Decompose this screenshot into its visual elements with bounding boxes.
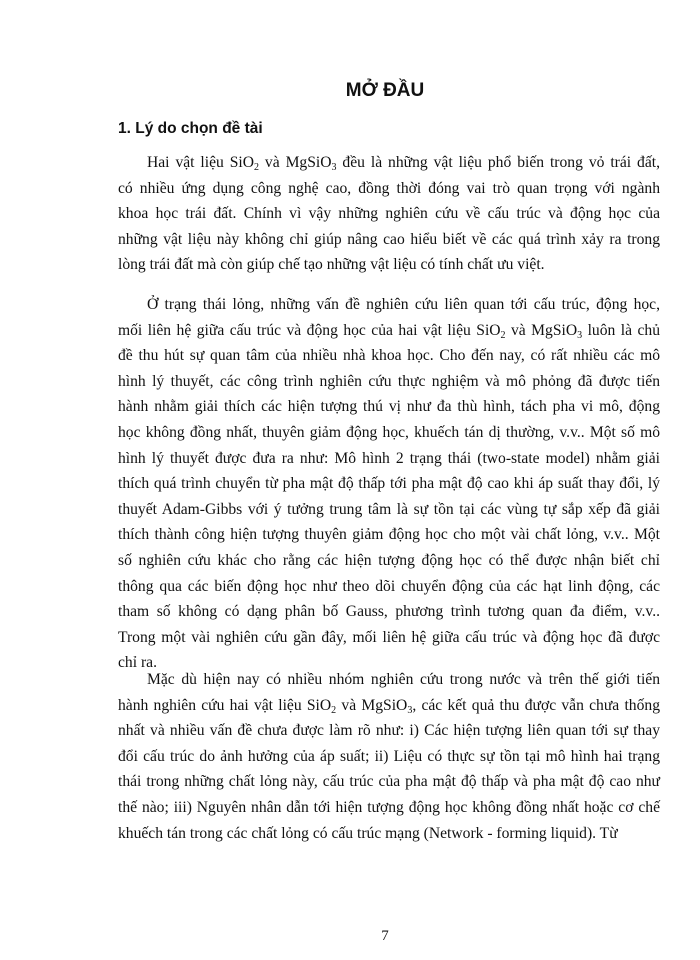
- paragraph-1: [118, 150, 660, 278]
- text-line: [118, 693, 660, 719]
- text-line: [118, 625, 660, 651]
- text-run: hành nghiên cứu hai vật liệu SiO: [118, 696, 332, 714]
- text-run: thông qua các biến động học như theo dõi chuyển động của các hạt linh động, các: [118, 577, 660, 595]
- text-run: đổi cấu trúc do ảnh hưởng của áp suất; ii) Liệu có thực sự tồn tại mô hình hai trạng: [118, 747, 660, 765]
- text-line: [118, 292, 660, 318]
- text-run: lòng trái đất mà còn giúp chế tạo những vật liệu có tính chất ưu việt.: [118, 256, 545, 274]
- text-run: những vật liệu này không chỉ giúp nâng cao hiểu biết về các quá trình xảy ra trong: [118, 230, 660, 248]
- subscript: 2: [254, 162, 259, 173]
- page-number: 7: [381, 928, 389, 944]
- text-line: [118, 446, 660, 472]
- text-line: [118, 718, 660, 744]
- text-line: [118, 548, 660, 574]
- subscript: 3: [577, 329, 583, 341]
- text-run: có nhiều ứng dụng công nghệ cao, đồng thời đóng vai trò quan trọng với ngành: [118, 179, 660, 197]
- text-run: hình lý thuyết được đưa ra như: Mô hình 2 trạng thái (two-state model) nhằm giải: [118, 449, 660, 467]
- text-run: đều là những vật liệu phổ biến trong vỏ trái đất,: [336, 154, 660, 171]
- text-line: [118, 667, 660, 693]
- text-run: thế nào; iii) Nguyên nhân dẫn tới hiện tượng động học không đồng nhất hoặc cơ chế: [118, 798, 660, 816]
- subscript: 3: [331, 162, 337, 173]
- text-run: luôn là chủ: [582, 321, 660, 339]
- text-line: [118, 394, 660, 420]
- text-line: [118, 369, 660, 395]
- text-run: hình lý thuyết, các công trình nghiên cứu thực nghiệm và mô phỏng đã được tiến: [118, 372, 660, 390]
- text-run: và MgSiO: [259, 154, 332, 171]
- text-run: khoa học trái đất. Chính vì vậy những nghiên cứu về cấu trúc và động học của: [118, 205, 660, 223]
- text-line: [118, 318, 660, 344]
- paragraph-3: [118, 667, 660, 846]
- text-line: [118, 522, 660, 548]
- text-run: số nghiên cứu khác cho rằng các hiện tượng động học có thể được nhận biết chỉ: [118, 551, 660, 569]
- text-run: và MgSiO: [336, 696, 408, 714]
- text-line: [118, 821, 660, 847]
- text-run: mối liên hệ giữa cấu trúc và động học của hai vật liệu SiO: [118, 321, 501, 339]
- text-run: nhất và nhiều vấn đề chưa được làm rõ như: i) Các hiện tượng liên quan tới sự thay: [118, 722, 660, 740]
- text-run: Hai vật liệu SiO: [147, 154, 254, 171]
- subscript: 2: [500, 329, 506, 341]
- subscript: 2: [331, 704, 337, 716]
- text-run: chỉ ra.: [118, 654, 157, 672]
- text-line: [118, 420, 660, 446]
- text-line: [118, 252, 660, 278]
- text-line: [118, 497, 660, 523]
- text-run: Ở trạng thái lỏng, những vấn đề nghiên cứu liên quan tới cấu trúc, động học,: [147, 296, 660, 313]
- text-run: thuyết Adam-Gibbs với ý tưởng trung tâm là sự tồn tại các vùng tự sắp xếp đã giải: [118, 500, 660, 518]
- text-run: thái trong những chất lỏng này, cấu trúc của pha mật độ thấp và pha mật độ cao như: [118, 773, 660, 791]
- text-run: đề thu hút sự quan tâm của nhiều nhà khoa học. Cho đến nay, có rất nhiều các mô: [118, 347, 660, 365]
- text-line: [118, 599, 660, 625]
- text-run: học không đồng nhất, thuyên giảm động học, khuếch tán dị thường, v.v.. Một số mô: [118, 423, 660, 441]
- text-run: thích thành công hiện tượng thuyên giảm động học cho một vài chất lỏng, v.v.. Một: [118, 526, 660, 544]
- text-run: Mặc dù hiện nay có nhiều nhóm nghiên cứu trong nước và trên thế giới tiến: [147, 671, 660, 688]
- text-run: hành nhằm giải thích các hiện tượng thú vị như đa thù hình, tách pha vi mô, động: [118, 398, 660, 416]
- text-run: tham số không có dạng phân bố Gauss, phương trình tương quan đa điểm, v.v..: [118, 603, 660, 621]
- text-line: [118, 227, 660, 253]
- text-line: [118, 795, 660, 821]
- text-line: [118, 201, 660, 227]
- text-line: [118, 744, 660, 770]
- text-run: khuếch tán trong các chất lỏng có cấu trúc mạng (Network - forming liquid). Từ: [118, 824, 618, 842]
- section-heading: 1. Lý do chọn đề tài: [118, 120, 263, 137]
- text-line: [118, 150, 660, 176]
- text-line: [118, 769, 660, 795]
- subscript: 3: [407, 704, 413, 716]
- text-line: [118, 471, 660, 497]
- text-run: và MgSiO: [505, 321, 578, 339]
- text-run: Trong một vài nghiên cứu gần đây, mối liên hệ giữa cấu trúc và động học đã được: [118, 628, 660, 646]
- text-line: [118, 343, 660, 369]
- page-title: MỞ ĐẦU: [345, 80, 425, 101]
- text-line: [118, 176, 660, 202]
- text-run: thích quá trình chuyển từ pha mật độ thấp tới pha mật độ cao khi áp suất thay đổi, lý: [118, 475, 660, 493]
- text-run: , các kết quả thu được vẫn chưa thống: [412, 696, 660, 714]
- paragraph-2: [118, 292, 660, 676]
- text-line: [118, 574, 660, 600]
